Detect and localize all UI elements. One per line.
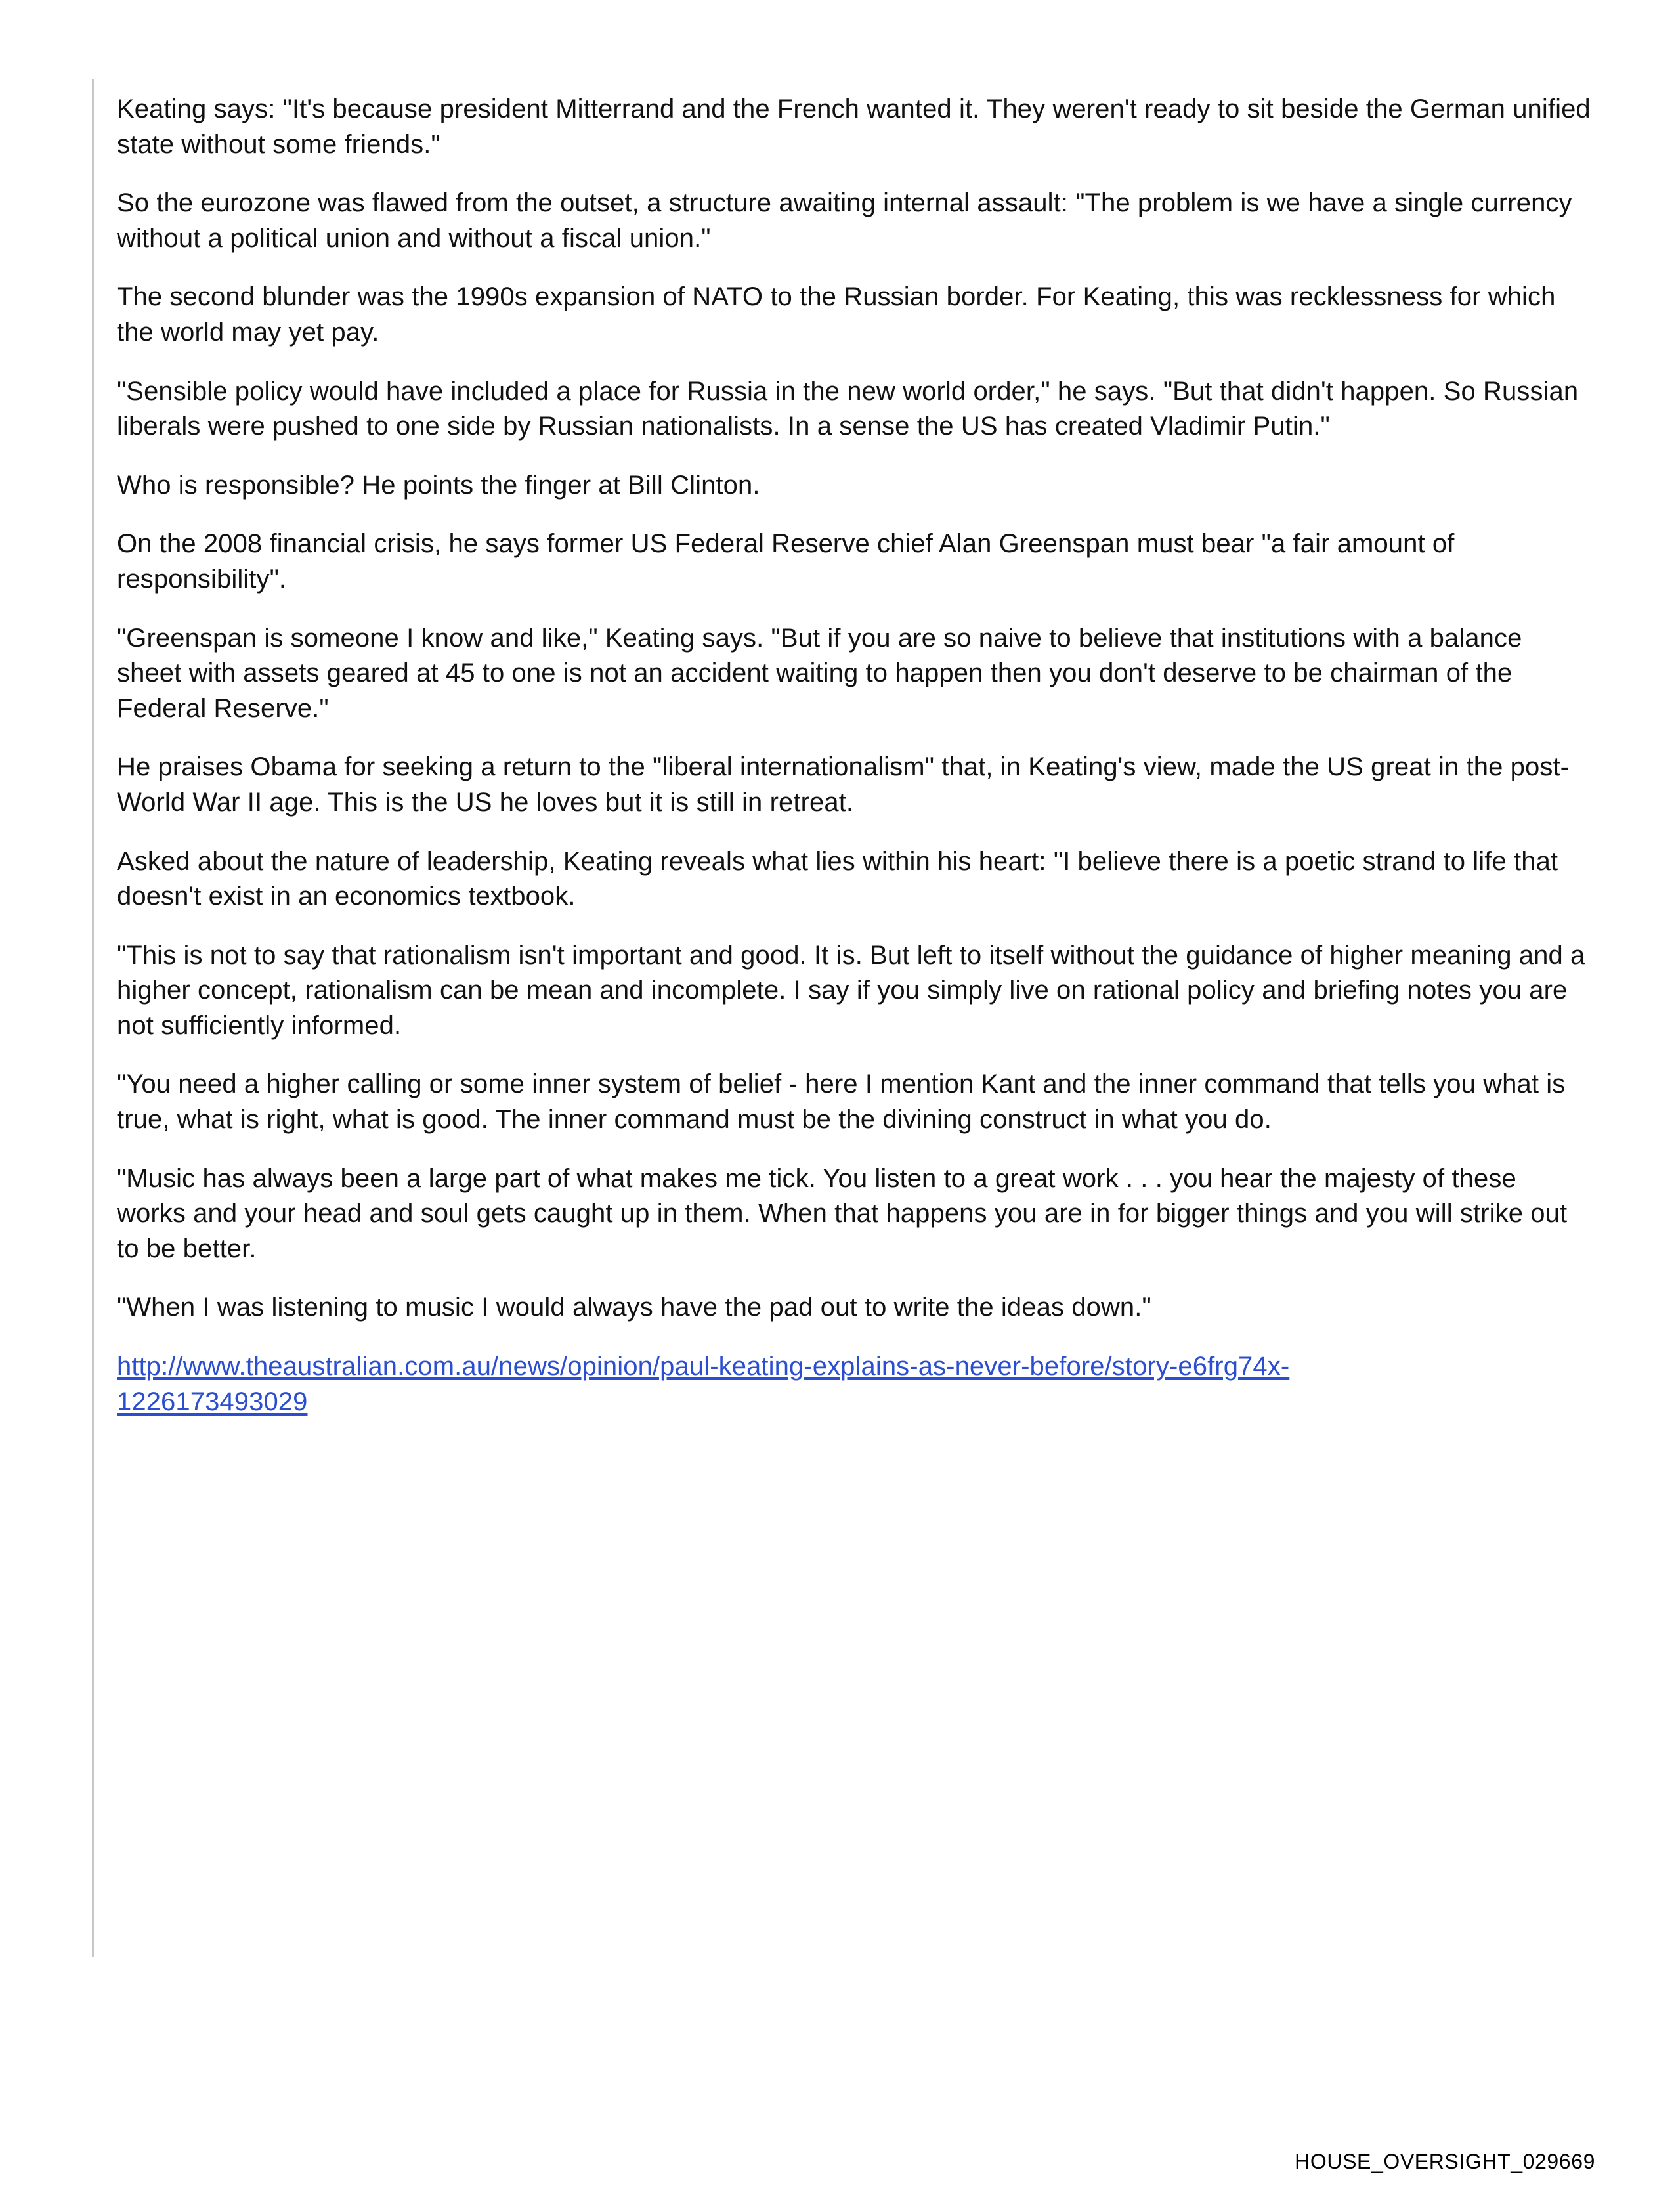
paragraph: He praises Obama for seeking a return to the "liberal internationalism" that, in Keating's view, made the US great in the post-World War II age. This is the US he loves but it is still in retreat. [117,752,1570,817]
paragraph: So the eurozone was flawed from the outset, a structure awaiting internal assault: "The problem is we have a single currency without a political union and without a fiscal union." [117,188,1579,253]
paragraph: "You need a higher calling or some inner system of belief - here I mention Kant and the inner command that tells you what is true, what is right, what is good. The inner command must be the divining construct in what you do. [117,1070,1573,1135]
paragraph: Keating says: "It's because president Mitterrand and the French wanted it. They weren't ready to sit beside the German unified state without some friends." [117,95,1598,159]
source-link[interactable]: http://www.theaustralian.com.au/news/opinion/paul-keating-explains-as-never-before/story-e6frg74x-1226173493029 [117,1352,1290,1416]
paragraph: On the 2008 financial crisis, he says former US Federal Reserve chief Alan Greenspan must bear "a fair amount of responsibility". [117,529,1462,594]
paragraph: Who is responsible? He points the finger at Bill Clinton. [117,470,760,500]
paragraph: "When I was listening to music I would always have the pad out to write the ideas down." [117,1293,1151,1322]
document-body [117,92,1598,1443]
paragraph: Asked about the nature of leadership, Keating reveals what lies within his heart: "I believe there is a poetic strand to life that doesn't exist in an economics textbook. [117,846,1566,911]
paragraph: "This is not to say that rationalism isn't important and good. It is. But left to itself without the guidance of higher meaning and a higher concept, rationalism can be mean and incomplete. I say if you simply live on rational policy and briefing notes you are not sufficiently informed. [117,940,1593,1040]
paragraph: The second blunder was the 1990s expansion of NATO to the Russian border. For Keating, this was recklessness for which the world may yet pay. [117,282,1563,347]
paragraph: "Greenspan is someone I know and like," Keating says. "But if you are so naive to believe that institutions with a balance sheet with assets geared at 45 to one is not an accident waiting to happen then you don't deserve to be chairman of the Federal Reserve." [117,623,1530,723]
paragraph: "Music has always been a large part of what makes me tick. You listen to a great work . . . you hear the majesty of these works and your head and soul gets caught up in them. When that happens you are in for bigger things and you will strike out to be better. [117,1163,1575,1263]
bates-stamp: HOUSE_OVERSIGHT_029669 [1295,2150,1595,2173]
source-link-paragraph [117,1349,1591,1420]
margin-rule [92,79,94,1957]
paragraph: "Sensible policy would have included a place for Russia in the new world order," he says. "But that didn't happen. So Russian liberals were pushed to one side by Russian nationalists. In a sense the US has created Vladimir Putin." [117,376,1586,441]
